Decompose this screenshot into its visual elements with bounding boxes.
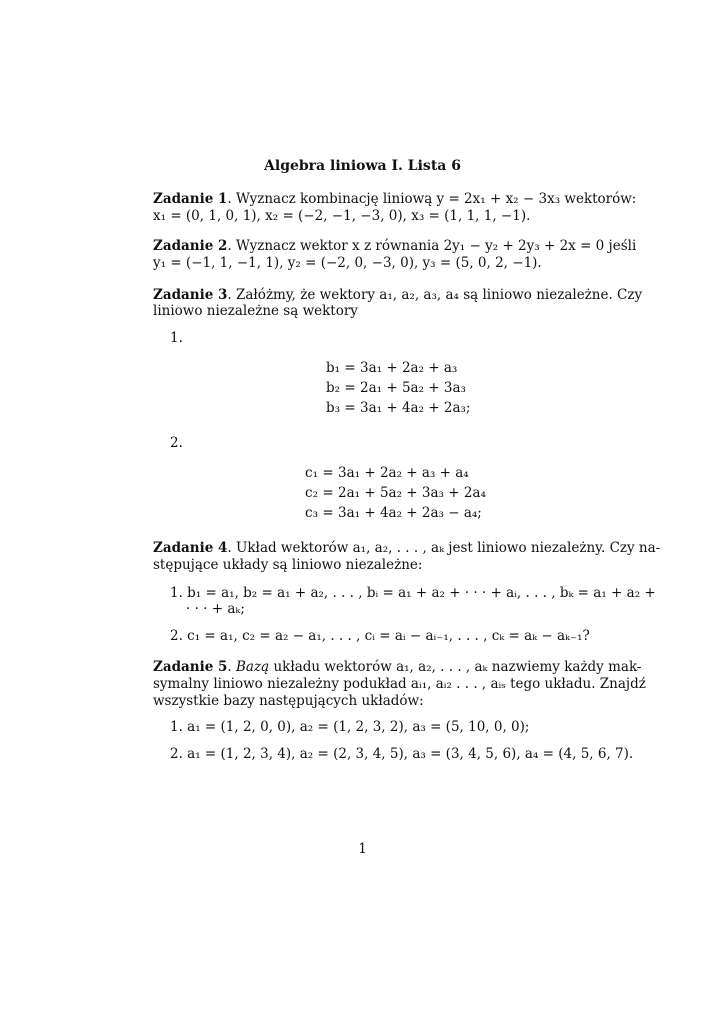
zadanie-2-heading: Zadanie 2 [153, 238, 228, 254]
equation-rel: = [344, 380, 356, 396]
zadanie-4-heading: Zadanie 4 [153, 540, 228, 556]
zadanie-3-item-2-number: 2. [170, 435, 183, 451]
zadanie-1-line-1 [153, 191, 636, 207]
zadanie-4-item-1-line-2: · · · + aₖ; [186, 601, 245, 617]
zadanie-5-heading: Zadanie 5 [153, 659, 228, 675]
page-title: Algebra liniowa I. Lista 6 [264, 158, 461, 174]
zadanie-4-item-1-line-1: 1. b₁ = a₁, b₂ = a₁ + a₂, . . . , bᵢ = a₁ + a₂ + · · · + aᵢ, . . . , bₖ = a₁ + a₂ + [170, 585, 656, 601]
zadanie-3-item-1-number: 1. [170, 330, 183, 346]
zadanie-5-text-a: . [227, 659, 237, 675]
zadanie-5-line-3: wszystkie bazy następujących układów: [153, 693, 424, 709]
zadanie-3-heading: Zadanie 3 [153, 287, 228, 303]
equation-rhs: 3a₁ + 2a₂ + a₃ + a₄ [338, 465, 469, 481]
zadanie-5-item-1: 1. a₁ = (1, 2, 0, 0), a₂ = (1, 2, 3, 2), a₃ = (5, 10, 0, 0); [170, 719, 530, 735]
zadanie-2-line-2: y₁ = (−1, 1, −1, 1), y₂ = (−2, 0, −3, 0), y₃ = (5, 0, 2, −1). [153, 255, 542, 271]
page-number: 1 [358, 841, 367, 857]
equation-lhs: b₃ [325, 400, 340, 416]
equation-c2 [268, 485, 486, 501]
equation-b1 [290, 360, 457, 376]
zadanie-5-term: Bazą [236, 659, 270, 675]
zadanie-5-item-2: 2. a₁ = (1, 2, 3, 4), a₂ = (2, 3, 4, 5), a₃ = (3, 4, 5, 6), a₄ = (4, 5, 6, 7). [170, 746, 634, 762]
equation-lhs: b₂ [325, 380, 340, 396]
zadanie-2-line-1 [153, 238, 636, 254]
equation-rhs: 3a₁ + 4a₂ + 2a₃ − a₄; [338, 505, 482, 521]
equation-b3 [290, 400, 471, 416]
zadanie-5-line-2: symalny liniowo niezależny podukład aᵢ₁, aᵢ₂ . . . , aᵢₛ tego układu. Znajdź [153, 676, 646, 692]
equation-lhs: b₁ [325, 360, 340, 376]
zadanie-4-text: . Układ wektorów a₁, a₂, . . . , aₖ jest liniowo niezależny. Czy na- [227, 540, 661, 556]
equation-c3 [268, 505, 482, 521]
zadanie-3-line-1 [153, 287, 642, 303]
equation-c1 [268, 465, 469, 481]
equation-rel: = [322, 465, 334, 481]
equation-rhs: 2a₁ + 5a₂ + 3a₃ [360, 380, 466, 396]
equation-rel: = [344, 360, 356, 376]
zadanie-1-heading: Zadanie 1 [153, 191, 228, 207]
zadanie-4-item-2: 2. c₁ = a₁, c₂ = a₂ − a₁, . . . , cᵢ = aᵢ − aᵢ₋₁, . . . , cₖ = aₖ − aₖ₋₁? [170, 628, 590, 644]
zadanie-3-line-2: liniowo niezależne są wektory [153, 303, 358, 319]
zadanie-3-text: . Załóżmy, że wektory a₁, a₂, a₃, a₄ są liniowo niezależne. Czy [227, 287, 643, 303]
equation-lhs: c₁ [305, 465, 318, 481]
equation-b2 [290, 380, 466, 396]
equation-rel: = [322, 485, 334, 501]
equation-rel: = [322, 505, 334, 521]
equation-lhs: c₂ [305, 485, 318, 501]
zadanie-2-text: . Wyznacz wektor x z równania 2y₁ − y₂ + 2y₃ + 2x = 0 jeśli [227, 238, 637, 254]
equation-lhs: c₃ [305, 505, 318, 521]
equation-rel: = [344, 400, 356, 416]
equation-rhs: 3a₁ + 4a₂ + 2a₃; [360, 400, 471, 416]
equation-rhs: 3a₁ + 2a₂ + a₃ [360, 360, 458, 376]
equation-rhs: 2a₁ + 5a₂ + 3a₃ + 2a₄ [338, 485, 486, 501]
zadanie-1-text: . Wyznacz kombinację liniową y = 2x₁ + x₂ − 3x₃ wektorów: [227, 191, 637, 207]
zadanie-4-line-1 [153, 540, 660, 556]
zadanie-1-line-2: x₁ = (0, 1, 0, 1), x₂ = (−2, −1, −3, 0), x₃ = (1, 1, 1, −1). [153, 208, 531, 224]
zadanie-4-line-2: stępujące układy są liniowo niezależne: [153, 557, 423, 573]
zadanie-5-text-b: układu wektorów a₁, a₂, . . . , aₖ nazwiemy każdy mak- [269, 659, 642, 675]
zadanie-5-line-1 [153, 659, 641, 675]
